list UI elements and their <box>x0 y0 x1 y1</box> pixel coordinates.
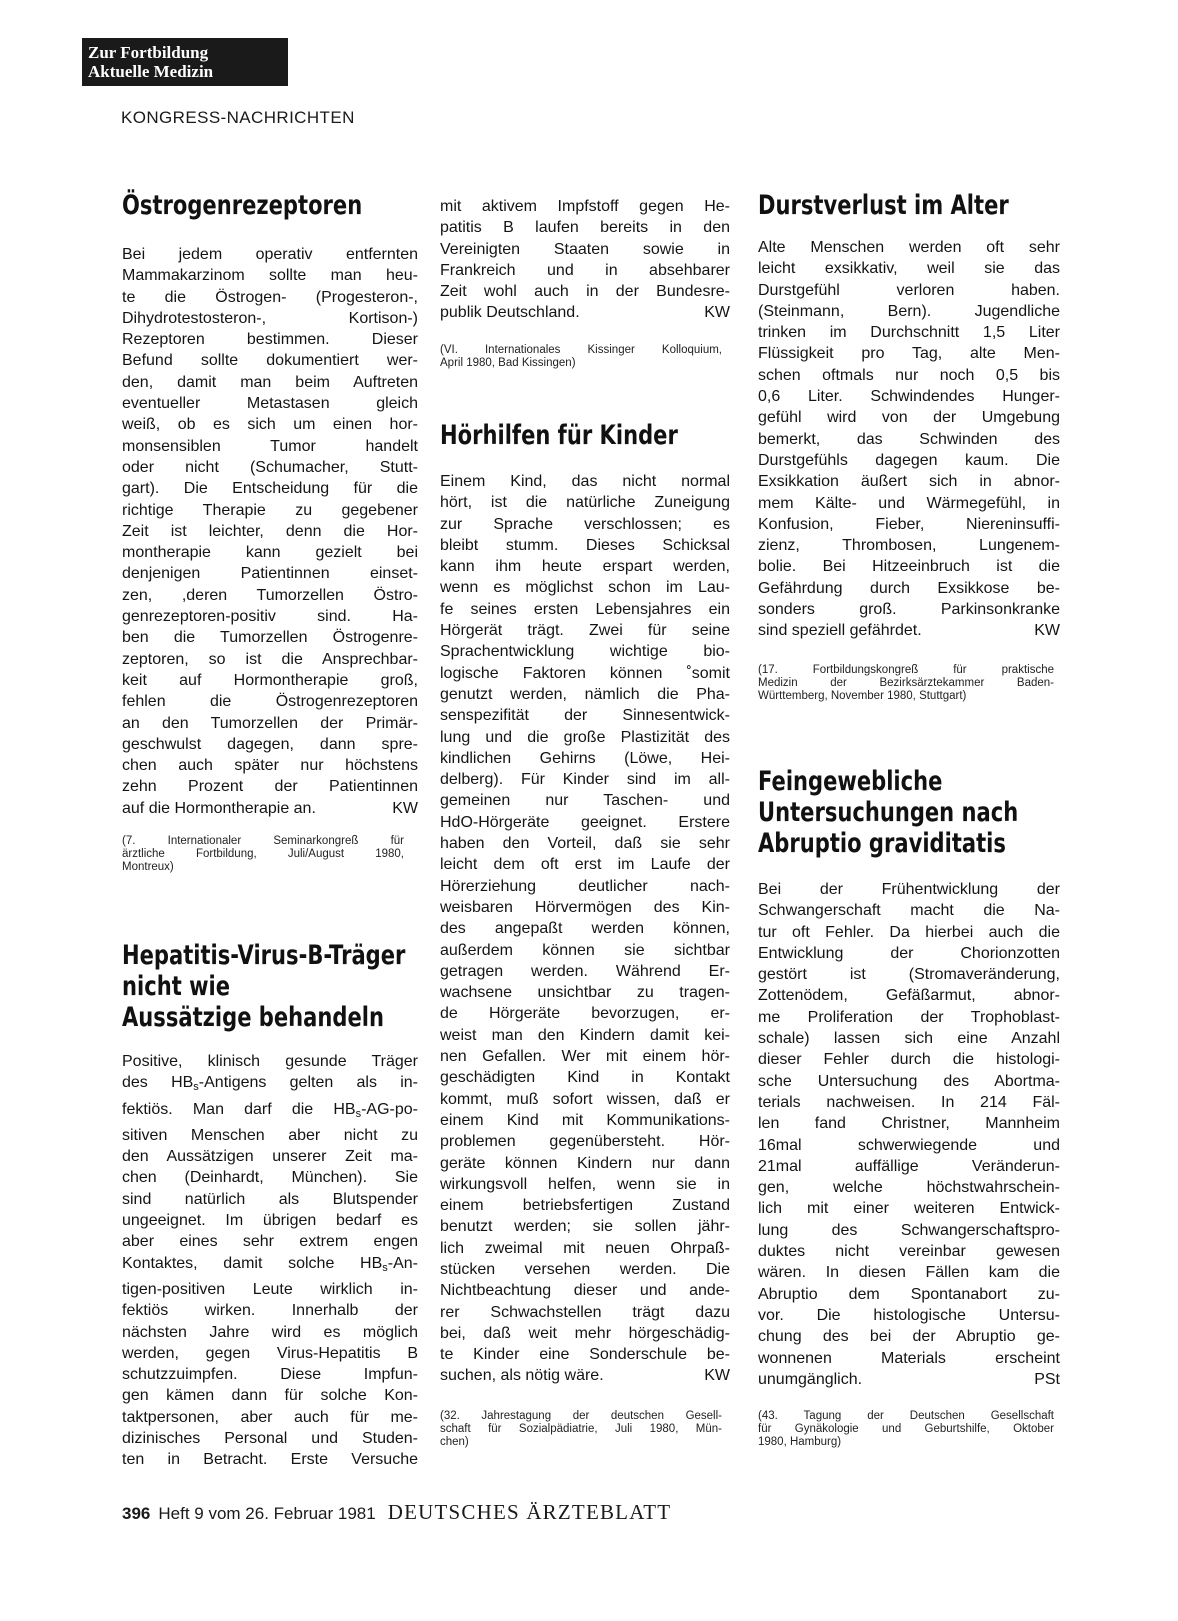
text-line: außerdem können sie sichtbar <box>440 941 730 959</box>
source-line: (17. Fortbildungskongreß für praktische <box>758 664 1054 676</box>
text-line: sind speziell gefährdet. KW <box>758 620 1060 641</box>
text-line: geräte können Kindern nur dann <box>440 1154 730 1172</box>
text-line: des $HB_s$-Antigens gelten als in- <box>122 1074 418 1094</box>
article-title: Feingewebliche Untersuchungen nach Abruptio graviditatis <box>758 766 1019 859</box>
source-line: schaft für Sozialpädiatrie, Juli 1980, Mün- <box>440 1423 722 1435</box>
text-line: aber eines sehr extrem engen <box>122 1233 418 1251</box>
text-line: zur Sprache verschlossen; es <box>440 515 730 533</box>
article-oestrogen <box>122 190 418 819</box>
text-line: monsensiblen Tumor handelt <box>122 437 418 455</box>
text-line: Zeit wohl auch in der Bundesre- <box>440 283 730 301</box>
text-line: schen oftmals nur noch 0,5 bis <box>758 366 1060 384</box>
text-line: Vereinigten Staaten sowie in <box>440 240 730 258</box>
source-line: für Gynäkologie und Geburtshilfe, Oktober <box>758 1423 1054 1435</box>
text-line: Frankreich und in absehbarer <box>440 261 730 279</box>
text-line: getragen werden. Während Er- <box>440 962 730 980</box>
article-source <box>122 835 404 874</box>
text-line: kann ihm heute erspart werden, <box>440 558 730 576</box>
text-line: weiß, ob es sich um einen hor- <box>122 416 418 434</box>
text-line: keit auf Hormontherapie groß, <box>122 671 418 689</box>
text-line: Positive, klinisch gesunde Träger <box>122 1053 418 1070</box>
text-line: trinken im Durchschnitt 1,5 Liter <box>758 324 1060 342</box>
text-line: oder nicht (Schumacher, Stutt- <box>122 458 418 476</box>
text-line: rer Schwachstellen trägt dazu <box>440 1303 730 1321</box>
source-line: (7. Internationaler Seminarkongreß für <box>122 835 404 847</box>
article-body <box>122 244 418 819</box>
source-line: (VI. Internationales Kissinger Kolloquium, <box>440 344 722 356</box>
text-line: Durstgefühl verloren haben. <box>758 281 1060 299</box>
text-line: problemen gegenübersteht. Hör- <box>440 1133 730 1151</box>
text-line: Entwicklung der Chorionzotten <box>758 944 1060 962</box>
article-source <box>440 1410 722 1449</box>
rubric-line-1: Zur Fortbildung <box>88 43 209 62</box>
text-line: gen kämen dann für solche Kon- <box>122 1387 418 1405</box>
text-line: Exsikkation äußert sich in abnor- <box>758 473 1060 491</box>
text-line: Bei der Frühentwicklung der <box>758 881 1060 898</box>
source-line: Württemberg, November 1980, Stuttgart) <box>758 690 967 702</box>
text-line: zehn Prozent der Patientinnen <box>122 778 418 796</box>
text-line: lich zweimal mit neuen Ohrpaß- <box>440 1239 730 1257</box>
text-line: fektiös. Man darf die $HB_s-AG-po-$ <box>122 1100 418 1120</box>
text-line: lung und die große Plastizität des <box>440 728 730 746</box>
text-line: gart). Die Entscheidung für die <box>122 480 418 498</box>
text-line: Bei jedem operativ entfernten <box>122 246 418 263</box>
text-line: vor. Die histologische Untersu- <box>758 1306 1060 1324</box>
text-line: Kontaktes, damit solche $HB_s-An-$ <box>122 1254 418 1274</box>
text-line: chen auch später nur höchstens <box>122 757 418 775</box>
text-line: gefühl wird von der Umgebung <box>758 409 1060 427</box>
source-line: Montreux) <box>122 861 174 873</box>
source-line: April 1980, Bad Kissingen) <box>440 357 576 369</box>
text-line: Hörgerät trägt. Zwei für seine <box>440 622 730 640</box>
text-line: gestört ist (Stromaveränderung, <box>758 966 1060 984</box>
text-line: auf die Hormontherapie an. KW <box>122 798 418 819</box>
source-line: (32. Jahrestagung der deutschen Gesell- <box>440 1410 722 1422</box>
author-initials: KW <box>392 799 418 817</box>
text-line: fektiös wirken. Innerhalb der <box>122 1302 418 1320</box>
text-line: bei, daß weit mehr hörgeschädig- <box>440 1324 730 1342</box>
text-line: den Aussätzigen unserer Zeit ma- <box>122 1148 418 1166</box>
text-line: mem Kälte- und Wärmegefühl, in <box>758 494 1060 512</box>
text-line: zienz, Thrombosen, Lungenem- <box>758 537 1060 555</box>
text-line: ben die Tumorzellen Östrogenre- <box>122 629 418 647</box>
text-line: bemerkt, das Schwinden des <box>758 430 1060 448</box>
rubric-badge <box>82 38 288 86</box>
text-line: 16mal schwerwiegende und <box>758 1136 1060 1154</box>
source-line: 1980, Hamburg) <box>758 1436 842 1448</box>
article-body <box>758 237 1060 642</box>
text-line: werden, gegen Virus-Hepatitis B <box>122 1344 418 1362</box>
text-line: Konfusion, Fieber, Niereninsuffi- <box>758 515 1060 533</box>
text-line: genrezeptoren-positiv sind. Ha- <box>122 608 418 626</box>
article-body <box>440 471 730 1387</box>
text-line: Befund sollte dokumentiert wer- <box>122 352 418 370</box>
text-line: HdO-Hörgeräte geeignet. Erstere <box>440 813 730 831</box>
text-line: Sprachentwicklung wichtige bio- <box>440 643 730 661</box>
text-line: an den Tumorzellen der Primär- <box>122 714 418 732</box>
text-line: lung des Schwangerschaftspro- <box>758 1221 1060 1239</box>
text-line: Flüssigkeit pro Tag, alte Men- <box>758 345 1060 363</box>
text-line: Zottenödem, Gefäßarmut, abnor- <box>758 987 1060 1005</box>
text-line: hört, ist die natürliche Zuneigung <box>440 494 730 512</box>
text-line: kindlichen Gehirns (Löwe, Hei- <box>440 749 730 767</box>
text-line: taktpersonen, aber auch für me- <box>122 1408 418 1426</box>
text-line: weist man den Kindern damit kei- <box>440 1026 730 1044</box>
text-line: bolie. Bei Hitzeeinbruch ist die <box>758 558 1060 576</box>
article-title: Hepatitis-Virus-B-Träger nicht wie Aussätzige behandeln <box>122 940 406 1033</box>
text-line: dizinisches Personal und Studen- <box>122 1430 418 1448</box>
article-title: Hörhilfen für Kinder <box>440 420 678 451</box>
article-hoerhilfen <box>440 420 730 1387</box>
article-durstverlust <box>758 190 1060 642</box>
text-line: wachsene unsichtbar zu tragen- <box>440 984 730 1002</box>
text-line: tigen-positiven Leute wirklich in- <box>122 1280 418 1298</box>
source-line: Medizin der Bezirksärztekammer Baden- <box>758 677 1054 689</box>
author-initials: KW <box>704 1367 730 1385</box>
text-line: duktes nicht vereinbar gewesen <box>758 1243 1060 1261</box>
text-line: fehlen die Östrogenrezeptoren <box>122 693 418 711</box>
text-line: mit aktivem Impfstoff gegen He- <box>440 198 730 215</box>
text-line: bleibt stumm. Dieses Schicksal <box>440 536 730 554</box>
text-line: de Hörgeräte bevorzugen, er- <box>440 1005 730 1023</box>
text-line: logische Faktoren können ˚somit <box>440 664 730 682</box>
text-line: geschädigten Kind in Kontakt <box>440 1069 730 1087</box>
text-line: montherapie kann gezielt bei <box>122 544 418 562</box>
article-body <box>758 879 1060 1390</box>
article-title: Östrogenrezeptoren <box>122 190 363 221</box>
text-line: Alte Menschen werden oft sehr <box>758 239 1060 256</box>
text-line: Zeit ist leichter, denn die Hor- <box>122 522 418 540</box>
text-line: wenn es möglichst schon im Lau- <box>440 579 730 597</box>
text-line: sche Untersuchung des Abortma- <box>758 1072 1060 1090</box>
text-line: den, damit man beim Auftreten <box>122 373 418 391</box>
text-line: zeptoren, so ist die Ansprechbar- <box>122 650 418 668</box>
text-line: Mammakarzinom sollte man heu- <box>122 267 418 285</box>
text-line: delberg). Für Kinder sind im all- <box>440 771 730 789</box>
text-line: nächsten Jahre wird es möglich <box>122 1323 418 1341</box>
text-line: leicht exsikkativ, weil sie das <box>758 260 1060 278</box>
rubric-line-2: Aktuelle Medizin <box>88 62 214 81</box>
text-line: sonders groß. Parkinsonkranke <box>758 601 1060 619</box>
text-line: suchen, als nötig wäre. KW <box>440 1365 730 1386</box>
source-line: ärztliche Fortbildung, Juli/August 1980, <box>122 848 404 860</box>
text-line: Rezeptoren bestimmen. Dieser <box>122 331 418 349</box>
article-source <box>758 1410 1054 1449</box>
text-line: sind natürlich als Blutspender <box>122 1190 418 1208</box>
text-line: wirkungsvoll helfen, wenn sie in <box>440 1175 730 1193</box>
text-line: zen, ,deren Tumorzellen Östro- <box>122 586 418 604</box>
text-line: genutzt werden, nämlich die Pha- <box>440 685 730 703</box>
text-line: denjenigen Patientinnen einset- <box>122 565 418 583</box>
text-line: terials nachweisen. In 214 Fäl- <box>758 1093 1060 1111</box>
text-line: 21mal auffällige Veränderun- <box>758 1157 1060 1175</box>
text-line: ten in Betracht. Erste Versuche <box>122 1451 418 1469</box>
text-line: gen, welche höchstwahrschein- <box>758 1179 1060 1197</box>
author-initials: PSt <box>1034 1370 1060 1388</box>
text-line: chen (Deinhardt, München). Sie <box>122 1169 418 1187</box>
text-line: Gefährdung durch Exsikkose be- <box>758 579 1060 597</box>
text-line: Hörerziehung deutlicher nach- <box>440 877 730 895</box>
text-line: len fand Christner, Mannheim <box>758 1115 1060 1133</box>
text-line: Dihydrotestosteron-, Kortison-) <box>122 309 418 327</box>
text-line: tur oft Fehler. Da hierbei auch die <box>758 923 1060 941</box>
text-line: benutzt werden; sie sollen jähr- <box>440 1218 730 1236</box>
author-initials: KW <box>704 304 730 322</box>
text-line: Abruptio dem Spontanabort zu- <box>758 1285 1060 1303</box>
text-line: schutzzuimpfen. Diese Impfun- <box>122 1366 418 1384</box>
text-line: dieser Fehler durch die histologi- <box>758 1051 1060 1069</box>
article-title: Durstverlust im Alter <box>758 190 1009 221</box>
article-source <box>758 664 1054 703</box>
text-line: senspezifität der Sinnesentwick- <box>440 707 730 725</box>
issue-info: Heft 9 vom 26. Februar 1981 <box>158 1504 376 1523</box>
text-line: te Kinder eine Sonderschule be- <box>440 1346 730 1364</box>
text-line: kommt, muß sofort wissen, daß er <box>440 1090 730 1108</box>
source-line: (43. Tagung der Deutschen Gesellschaft <box>758 1410 1054 1422</box>
text-line: Schwangerschaft macht die Na- <box>758 902 1060 920</box>
article-body <box>122 1051 418 1471</box>
text-line: te die Östrogen- (Progesteron-, <box>122 288 418 306</box>
text-line: haben den Vorteil, daß sie sehr <box>440 835 730 853</box>
text-line: leicht dem oft erst im Laufe der <box>440 856 730 874</box>
text-line: 0,6 Liter. Schwindendes Hunger- <box>758 388 1060 406</box>
text-line: unumgänglich. PSt <box>758 1369 1060 1390</box>
text-line: me Proliferation der Trophoblast- <box>758 1008 1060 1026</box>
text-line: lich mit einer weiteren Entwick- <box>758 1200 1060 1218</box>
article-body <box>440 196 730 324</box>
text-line: Einem Kind, das nicht normal <box>440 473 730 490</box>
text-line: patitis B laufen bereits in den <box>440 219 730 237</box>
author-initials: KW <box>1034 622 1060 640</box>
text-line: weisbaren Hörvermögen des Kin- <box>440 898 730 916</box>
text-line: des angepaßt werden können, <box>440 920 730 938</box>
text-line: sitiven Menschen aber nicht zu <box>122 1126 418 1144</box>
text-line: (Steinmann, Bern). Jugendliche <box>758 302 1060 320</box>
text-line: Nichtbeachtung dieser und ande- <box>440 1282 730 1300</box>
text-line: gemeinen nur Taschen- und <box>440 792 730 810</box>
text-line: wären. In diesen Fällen kam die <box>758 1264 1060 1282</box>
text-line: chung des bei der Abruptio ge- <box>758 1328 1060 1346</box>
text-line: eventueller Metastasen gleich <box>122 395 418 413</box>
text-line: geschwulst dagegen, dann spre- <box>122 735 418 753</box>
article-hepatitis <box>122 940 418 1471</box>
text-line: wonnenen Materials erscheint <box>758 1349 1060 1367</box>
text-line: Durstgefühls dagegen kaum. Die <box>758 451 1060 469</box>
article-source <box>440 344 722 370</box>
text-line: publik Deutschland. KW <box>440 302 730 323</box>
section-label: KONGRESS-NACHRICHTEN <box>121 108 355 127</box>
text-line: nen Gefallen. Wer mit einem hör- <box>440 1048 730 1066</box>
text-line: fe seines ersten Lebensjahres ein <box>440 600 730 618</box>
page-footer <box>122 1500 671 1525</box>
journal-name: DEUTSCHES ÄRZTEBLATT <box>387 1500 672 1524</box>
text-line: stücken versehen werden. Die <box>440 1260 730 1278</box>
article-abruptio <box>758 766 1060 1390</box>
text-line: einem betriebsfertigen Zustand <box>440 1197 730 1215</box>
text-line: schale) lassen sich eine Anzahl <box>758 1030 1060 1048</box>
text-line: einem Kind mit Kommunikations- <box>440 1111 730 1129</box>
article-hepatitis-continued <box>440 196 730 324</box>
page-number: 396 <box>122 1504 151 1523</box>
source-line: chen) <box>440 1436 469 1448</box>
text-line: ungeeignet. Im übrigen bedarf es <box>122 1212 418 1230</box>
text-line: richtige Therapie zu gegebener <box>122 501 418 519</box>
